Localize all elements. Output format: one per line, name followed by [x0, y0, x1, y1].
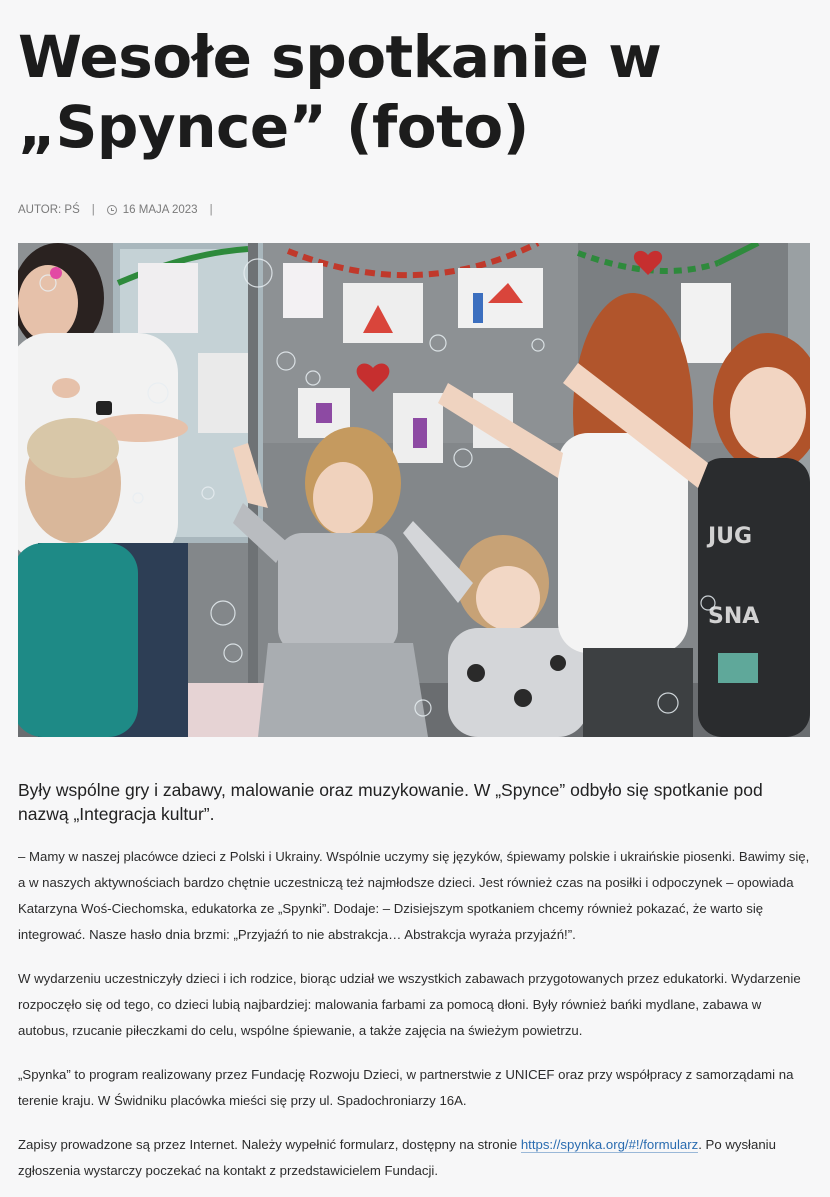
paragraph: W wydarzeniu uczestniczyły dzieci i ich rodzice, biorąc udział we wszystkich zabawach przygotowanych przez edukatorki. Wydarzenie rozpoczęło się od tego, co dzieci lubią najbardziej: malowania farbami za pomocą dłoni. Były również bańki mydlane, zabawa w autobus, rzucanie piłeczkami do celu, wspólne śpiewanie, a także zajęcia na świeżym powietrzu.: [18, 971, 801, 1038]
publish-date: 16 MAJA 2023: [122, 204, 198, 216]
paragraph: – Mamy w naszej placówce dzieci z Polski i Ukrainy. Wspólnie uczymy się języków, śpiewamy polskie i ukraińskie piosenki. Bawimy się, a w naszych aktywnościach bardzo chętnie uczestniczą też najmłodsze dzieci. Jest również czas na posiłki i odpoczynek – opowiada Katarzyna Woś-Ciechomska, edukatorka ze „Spynki”. Dodaje: – Dzisiejszym spotkaniem chcemy również pokazać, że warto się integrować. Nasze hasło dnia brzmi: „Przyjaźń to nie abstrakcja… Abstrakcja wyraża przyjaźń!”.: [18, 849, 810, 942]
paragraph-text: . Po wysłaniu zgłoszenia wystarczy poczekać na kontakt z przedstawicielem Fundacji.: [18, 1137, 776, 1178]
meta-separator: |: [91, 204, 95, 216]
article-lead: Były wspólne gry i zabawy, malowanie oraz muzykowanie. W „Spynce” odbyło się spotkanie pod nazwą „Integracja kultur”.: [18, 780, 763, 824]
author: AUTOR: PŚ: [18, 204, 80, 216]
article-photo[interactable]: [18, 243, 810, 737]
meta-separator: |: [209, 204, 213, 216]
clock-icon: [107, 205, 117, 215]
article-body: [18, 844, 810, 1184]
svg-text:SNA: SNA: [708, 604, 760, 629]
paragraph-with-link: [18, 1132, 810, 1184]
paragraph: „Spynka” to program realizowany przez Fundację Rozwoju Dzieci, w partnerstwie z UNICEF oraz przy współpracy z samorządami na terenie kraju. W Świdniku placówka mieści się przy ul. Spadochroniarzy 16A.: [18, 1067, 794, 1108]
paragraph-text: Zapisy prowadzone są przez Internet. Należy wypełnić formularz, dostępny na stronie: [18, 1137, 521, 1152]
article-meta: [18, 202, 810, 218]
signup-form-link[interactable]: https://spynka.org/#!/formularz: [520, 1137, 699, 1152]
article-title: Wesołe spotkanie w „Spynce” (foto): [18, 23, 662, 161]
svg-text:JUG: JUG: [708, 524, 753, 549]
photo-illustration: [18, 243, 810, 737]
article: [18, 0, 810, 1197]
